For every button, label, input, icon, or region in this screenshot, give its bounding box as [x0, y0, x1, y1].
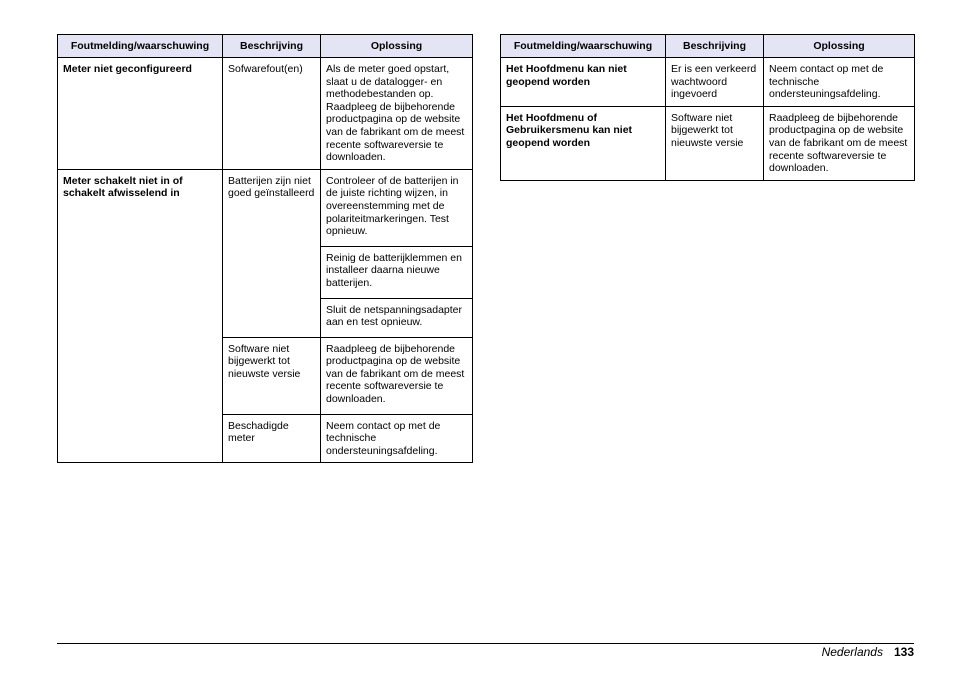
error-message-cell: Het Hoofdmenu of Gebruikersmenu kan niet geopend worden [501, 106, 666, 180]
solution-cell: Controleer of de batterijen in de juiste richting wijzen, in overeenstemming met de polariteitmarkeringen. Test opnieuw. [321, 169, 473, 246]
solution-cell: Raadpleeg de bijbehorende productpagina op de website van de fabrikant om de meest recente softwareversie te downloaden. [764, 106, 915, 180]
table-row [501, 58, 915, 107]
page-footer [822, 643, 914, 661]
troubleshooting-table-right [500, 34, 915, 181]
description-cell: Sofwarefout(en) [223, 58, 321, 170]
table-row [501, 106, 915, 180]
table-header-row [58, 35, 473, 58]
troubleshooting-table-left [57, 34, 473, 463]
table-row [58, 58, 473, 170]
error-message-cell: Meter niet geconfigureerd [58, 58, 223, 170]
solution-cell: Reinig de batterijklemmen en installeer daarna nieuwe batterijen. [321, 246, 473, 298]
solution-cell: Als de meter goed opstart, slaat u de datalogger- en methodebestanden op. Raadpleeg de bijbehorende productpagina op de website van de fabrikant om de meest recente softwareversie te downloaden. [321, 58, 473, 170]
description-cell: Software niet bijgewerkt tot nieuwste versie [223, 337, 321, 414]
page-number: 133 [893, 645, 914, 659]
column-header-description: Beschrijving [223, 35, 321, 58]
footer-language: Nederlands [821, 645, 883, 659]
description-cell: Software niet bijgewerkt tot nieuwste versie [666, 106, 764, 180]
solution-cell: Neem contact op met de technische ondersteuningsafdeling. [321, 414, 473, 463]
solution-cell: Sluit de netspanningsadapter aan en test opnieuw. [321, 298, 473, 337]
column-header-solution: Oplossing [764, 35, 915, 58]
error-message-cell: Meter schakelt niet in of schakelt afwisselend in [58, 169, 223, 463]
solution-cell: Neem contact op met de technische ondersteuningsafdeling. [764, 58, 915, 107]
column-header-error: Foutmelding/waarschuwing [501, 35, 666, 58]
description-cell: Beschadigde meter [223, 414, 321, 463]
table-header-row [501, 35, 915, 58]
column-header-description: Beschrijving [666, 35, 764, 58]
error-message-cell: Het Hoofdmenu kan niet geopend worden [501, 58, 666, 107]
solution-cell: Raadpleeg de bijbehorende productpagina op de website van de fabrikant om de meest recente softwareversie te downloaden. [321, 337, 473, 414]
description-cell: Er is een verkeerd wachtwoord ingevoerd [666, 58, 764, 107]
column-header-error: Foutmelding/waarschuwing [58, 35, 223, 58]
column-header-solution: Oplossing [321, 35, 473, 58]
footer-divider [57, 643, 914, 644]
description-cell: Batterijen zijn niet goed geïnstalleerd [223, 169, 321, 337]
table-row [58, 169, 473, 246]
